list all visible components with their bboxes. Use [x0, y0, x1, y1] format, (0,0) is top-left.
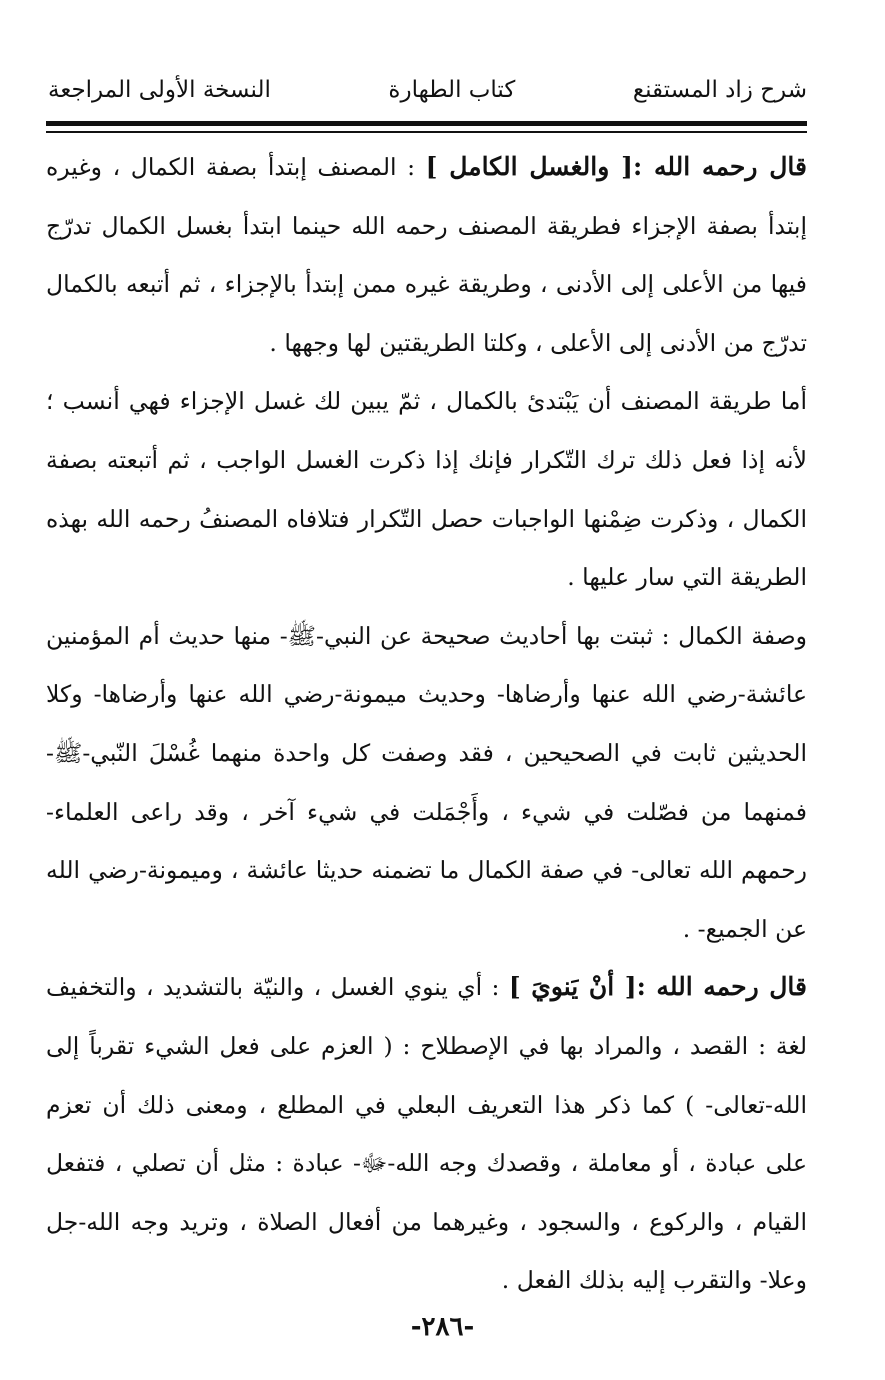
chapter-title: كتاب الطهارة — [388, 77, 516, 103]
header-rule-thin — [46, 131, 807, 133]
body-text — [46, 138, 807, 1310]
paragraph-lead: قال رحمه الله :[ والغسل الكامل ] — [425, 152, 807, 181]
page-number: -٢٨٦- — [410, 1312, 475, 1342]
paragraph — [46, 372, 807, 606]
paragraph-text: : أي ينوي الغسل ، والنيّة بالتشديد ، والتخفيف لغة : القصد ، والمراد بها في الإصطلاح : ( العزم على فعل الشيء تقرباً إلى الله-تعالى- ) كما ذكر هذا التعريف البعلي في المطلع ، ومعنى ذلك أن تعزم على عبادة ، أو معاملة ، وقصدك وجه الله-ﷻ- عبادة : مثل أن تصلي ، فتفعل القيام ، والركوع ، والسجود ، وغيرهما من أفعال الصلاة ، وتريد وجه الله-جل وعلا- والتقرب إليه بذلك الفعل . — [46, 973, 807, 1295]
paragraph — [46, 607, 807, 959]
paragraph — [46, 958, 807, 1310]
paragraph — [46, 138, 807, 372]
paragraph-text: أما طريقة المصنف أن يَبْتدئ بالكمال ، ثمّ يبين لك غسل الإجزاء فهي أنسب ؛ لأنه إذا فعل ذلك ترك التّكرار فإنك إذا ذكرت الغسل الواجب ، ثم أتبعته بصفة الكمال ، وذكرت ضِمْنها الواجبات حصل التّكرار فتلافاه المصنفُ رحمه الله بهذه الطريقة التي سار عليها . — [46, 387, 807, 592]
running-header — [48, 70, 807, 110]
paragraph-text: وصفة الكمال : ثبتت بها أحاديث صحيحة عن النبي-ﷺ- منها حديث أم المؤمنين عائشة-رضي الله عنها وأرضاها- وحديث ميمونة-رضي الله عنها وأرضاها- وكلا الحديثين ثابت في الصحيحين ، فقد وصفت كل واحدة منهما غُسْلَ النّبي-ﷺ- فمنهما من فصّلت في شيء ، وأَجْمَلت في شيء آخر ، وقد راعى العلماء-رحمهم الله تعالى- في صفة الكمال ما تضمنه حديثا عائشة ، وميمونة-رضي الله عن الجميع- . — [46, 621, 807, 943]
paragraph-text: : المصنف إبتدأ بصفة الكمال ، وغيره إبتدأ بصفة الإجزاء فطريقة المصنف رحمه الله حينما ابتدأ بغسل الكمال تدرّج فيها من الأعلى إلى الأدنى ، وطريقة غيره ممن إبتدأ بالإجزاء ، ثم أتبعه بالكمال تدرّج من الأدنى إلى الأعلى ، وكلتا الطريقتين لها وجهها . — [46, 153, 807, 357]
edition-label: النسخة الأولى المراجعة — [48, 77, 271, 103]
paragraph-lead: قال رحمه الله :[ أنْ يَنويَ ] — [508, 972, 807, 1002]
book-title: شرح زاد المستقنع — [632, 77, 807, 103]
header-rule-thick — [46, 121, 807, 126]
